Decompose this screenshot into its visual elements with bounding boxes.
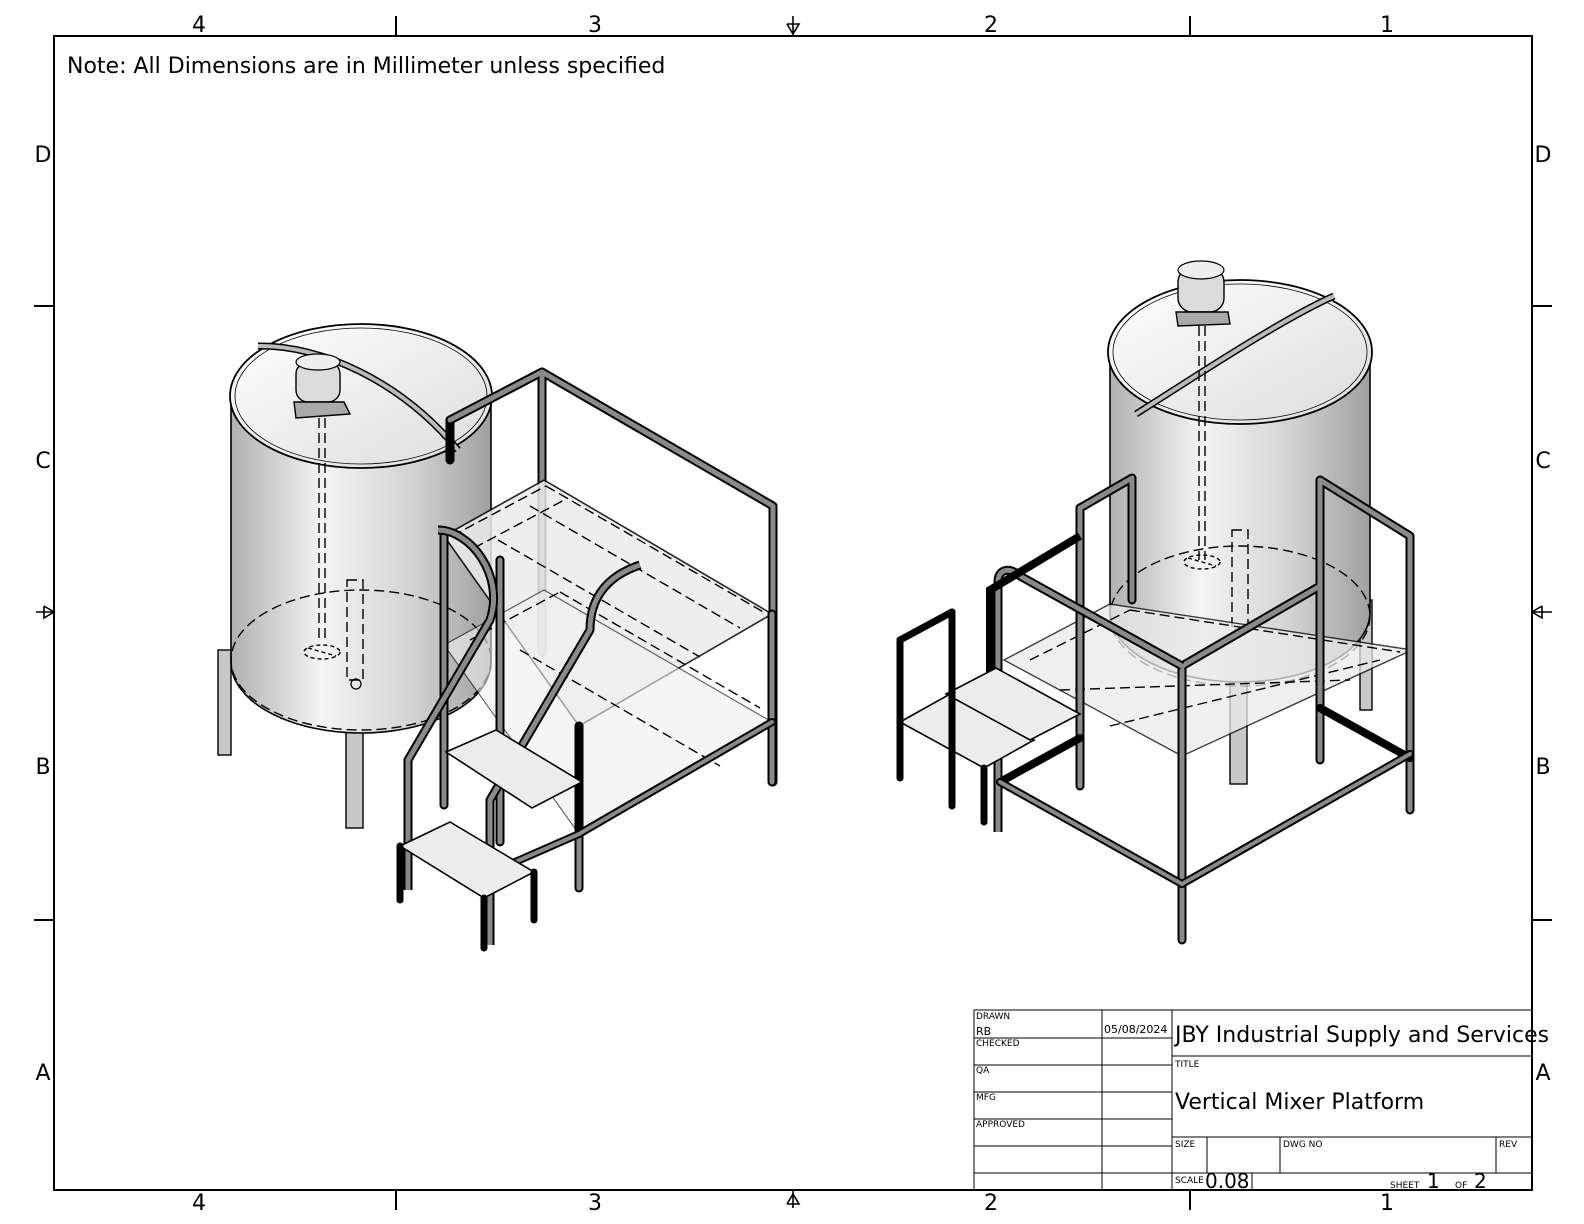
zone-bottom-4: 4 <box>192 1191 206 1216</box>
sheet-total: 2 <box>1474 1169 1487 1193</box>
zone-top-2: 2 <box>984 13 998 38</box>
zone-left-C: C <box>35 449 51 474</box>
checked-label: CHECKED <box>976 1039 1020 1049</box>
qa-label: QA <box>976 1066 990 1076</box>
zone-top-4: 4 <box>192 13 206 38</box>
zone-bottom-1: 1 <box>1380 1191 1394 1216</box>
size-label: SIZE <box>1175 1140 1196 1150</box>
approved-label: APPROVED <box>976 1120 1025 1130</box>
zone-left-B: B <box>35 755 51 780</box>
zone-right-D: D <box>1534 143 1552 168</box>
of-label: OF <box>1455 1181 1468 1191</box>
drawing-title: Vertical Mixer Platform <box>1175 1090 1425 1115</box>
zone-left-A: A <box>35 1061 51 1086</box>
zone-right-B: B <box>1535 755 1551 780</box>
title-label: TITLE <box>1175 1060 1200 1070</box>
sheet-number: 1 <box>1427 1169 1440 1193</box>
zone-top-3: 3 <box>588 13 602 38</box>
dimension-note: Note: All Dimensions are in Millimeter unless specified <box>67 54 666 79</box>
zone-right-C: C <box>1535 449 1551 474</box>
right-isometric-view <box>900 261 1412 940</box>
drawn-label: DRAWN <box>976 1012 1011 1022</box>
company-name: JBY Industrial Supply and Services <box>1175 1023 1550 1048</box>
zone-left-D: D <box>34 143 52 168</box>
drawn-date: 05/08/2024 <box>1104 1023 1168 1036</box>
drawn-by: RB <box>976 1025 992 1038</box>
scale-value: 0.08 <box>1205 1169 1250 1193</box>
title-block-text <box>976 1012 1549 1193</box>
sheet-label: SHEET <box>1390 1181 1420 1191</box>
zone-right-A: A <box>1535 1061 1551 1086</box>
left-isometric-view <box>218 324 773 948</box>
zone-bottom-3: 3 <box>588 1191 602 1216</box>
scale-label: SCALE <box>1175 1176 1204 1186</box>
mfg-label: MFG <box>976 1093 996 1103</box>
rev-label: REV <box>1499 1140 1518 1150</box>
zone-bottom-2: 2 <box>984 1191 998 1216</box>
zone-top-1: 1 <box>1380 13 1394 38</box>
dwg-no-label: DWG NO <box>1283 1140 1323 1150</box>
